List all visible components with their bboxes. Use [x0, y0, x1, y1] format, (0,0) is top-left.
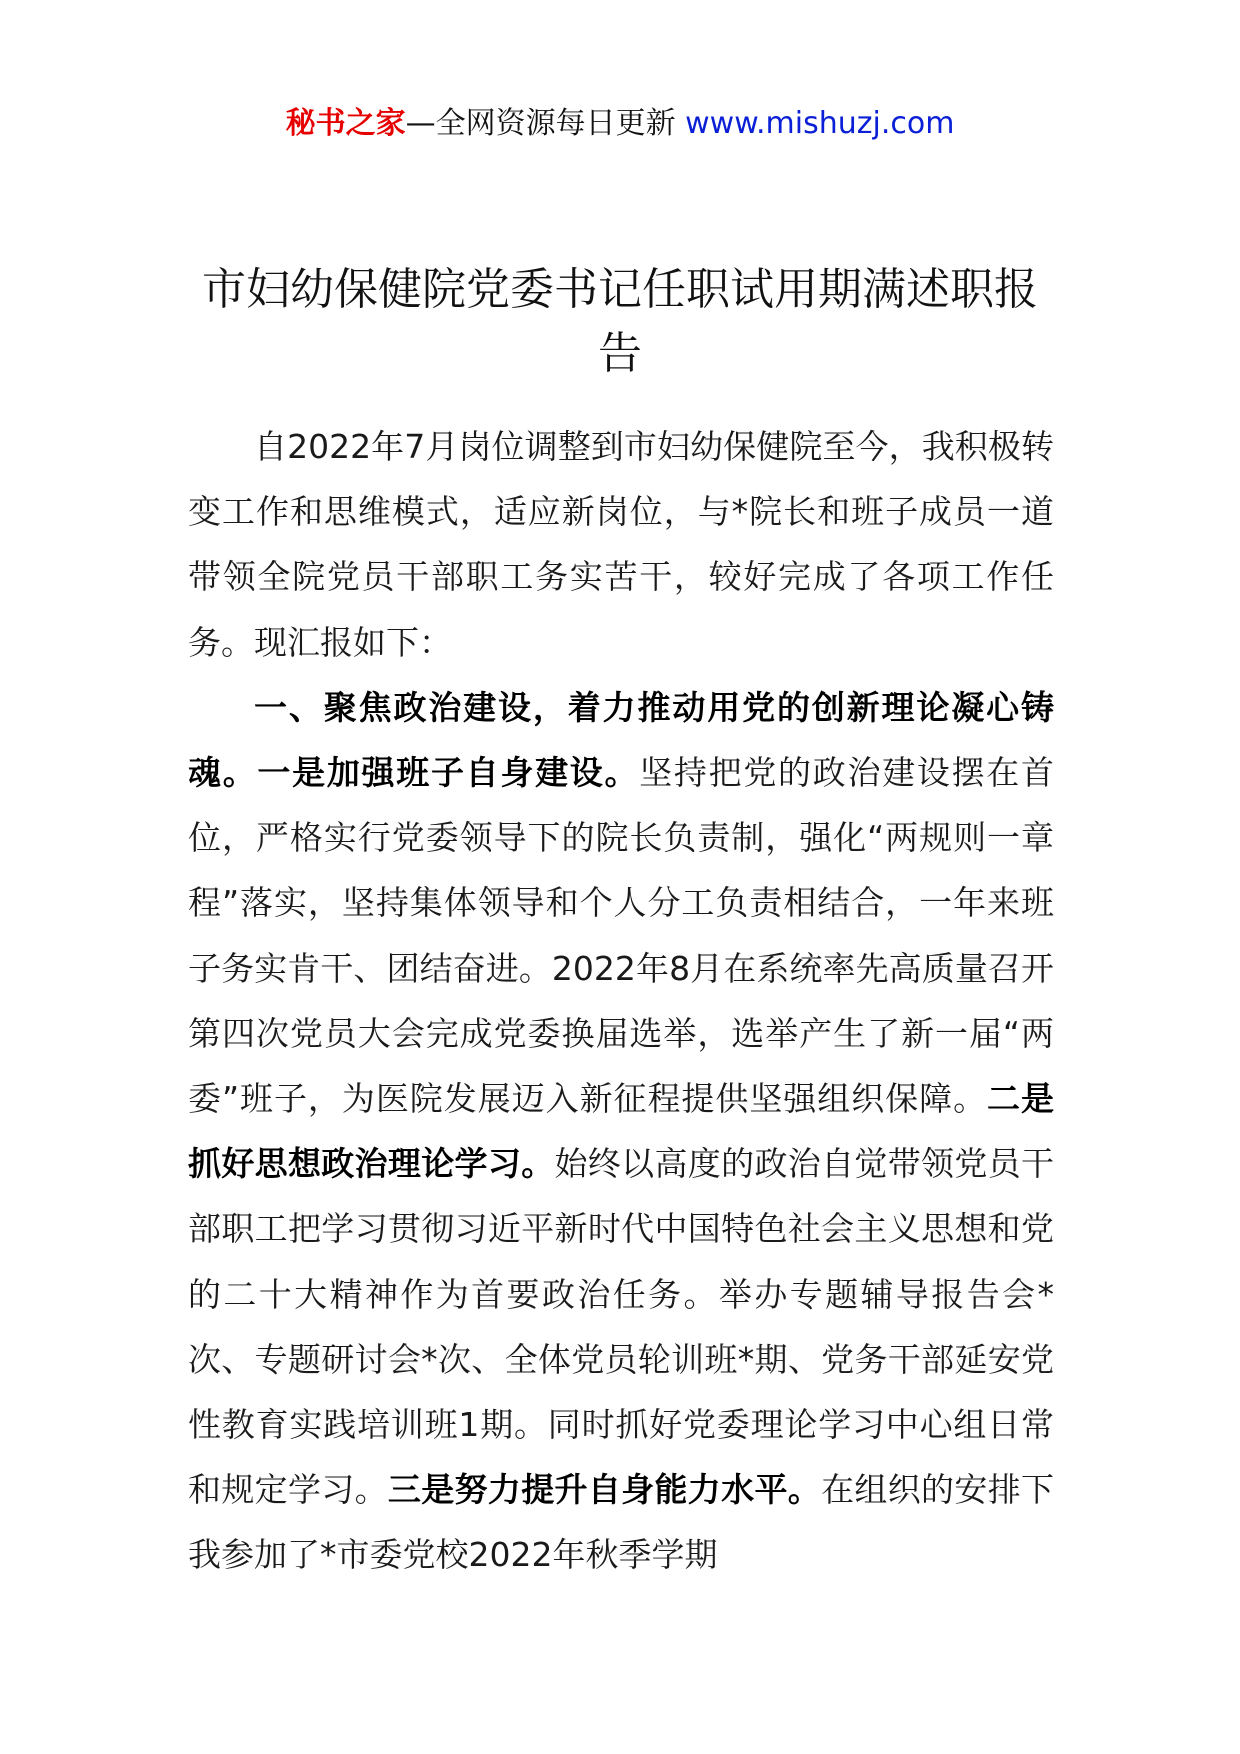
document-title: 市妇幼保健院党委书记任职试用期满述职报告 [202, 264, 1038, 379]
site-slogan: —全网资源每日更新 [405, 106, 676, 141]
item-text-two: 始终以高度的政治自觉带领党员干部职工把学习贯彻习近平新时代中国特色社会主义思想和党的二十大精神作为首要政治任务。举办专题辅导报告会*次、专题研讨会*次、全体党员轮训班*期、党务干部延安党性教育实践培训班1期。同时抓好党委理论学习中心组日常和规定学习。 [188, 1144, 1055, 1510]
intro-paragraph: 自2022年7月岗位调整到市妇幼保健院至今，我积极转变工作和思维模式，适应新岗位，与*院长和班子成员一道带领全院党员干部职工务实苦干，较好完成了各项工作任务。现汇报如下： [188, 427, 1054, 662]
section-one-paragraph [188, 675, 1054, 1588]
site-brand-name: 秘书之家 [285, 106, 406, 141]
item-title-two: 二是抓好思想政治理论学习。 [188, 1079, 1054, 1184]
item-text-three: 在组织的安排下我参加了*市委党校2022年秋季学期 [188, 1470, 1055, 1575]
item-title-three: 三是努力提升自身能力水平。 [387, 1470, 822, 1510]
item-text-one: 坚持把党的政治建设摆在首位，严格实行党委领导下的院长负责制，强化“两规则一章程”落实，坚持集体领导和个人分工负责相结合，一年来班子务实肯干、团结奋进。2022年8月在系统率先高质量召开第四次党员大会完成党委换届选举，选举产生了新一届“两委”班子，为医院发展迈入新征程提供坚强组织保障。 [188, 753, 1055, 1119]
site-url-link[interactable]: www.mishuzj.com [685, 106, 955, 141]
document-body [188, 414, 1054, 1588]
site-header-banner [0, 104, 1240, 144]
section-heading: 一、聚焦政治建设，着力推动用党的创新理论凝心铸魂。 [188, 687, 1054, 793]
item-title-one: 一是加强班子自身建设。 [257, 753, 640, 793]
